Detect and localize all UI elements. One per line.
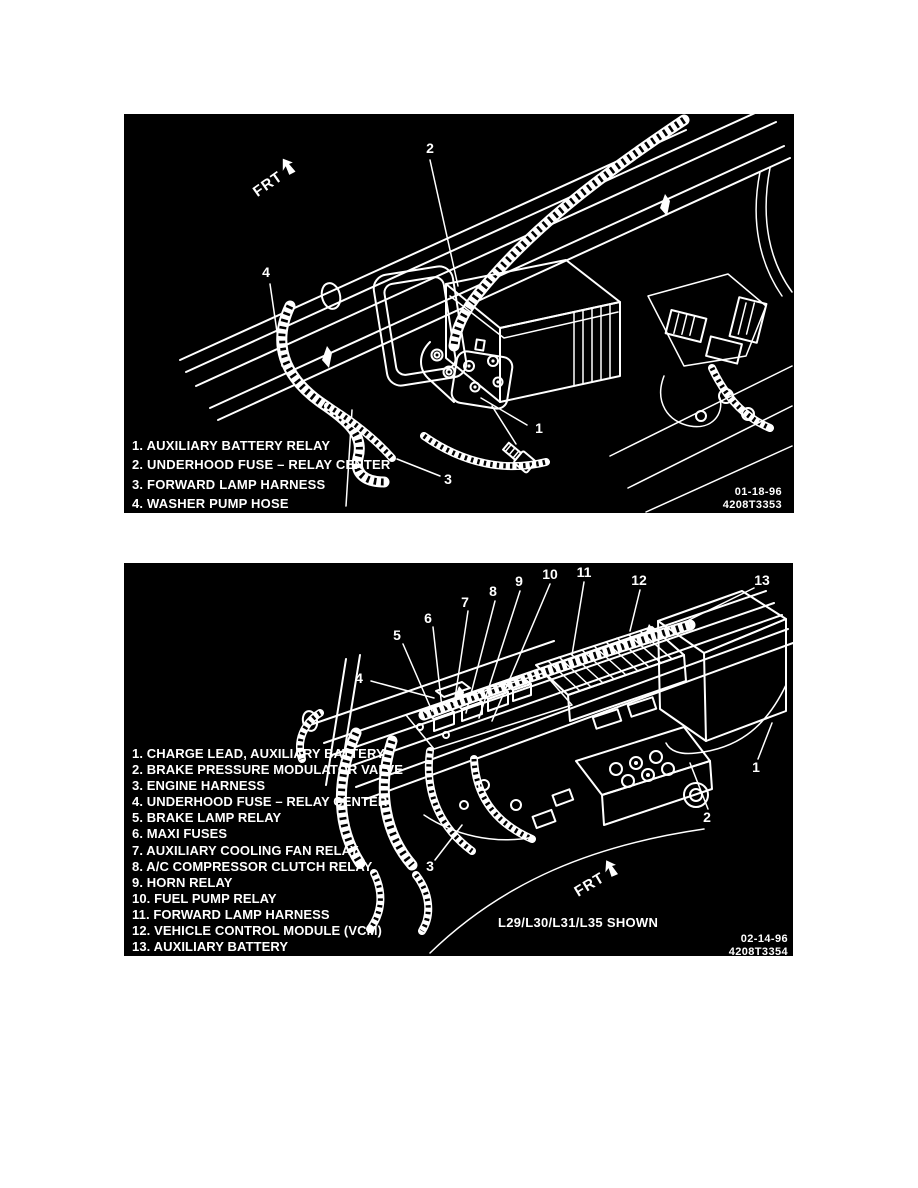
- legend-item: 2. UNDERHOOD FUSE – RELAY CENTER: [132, 457, 391, 473]
- legend-item: 4. UNDERHOOD FUSE – RELAY CENTER: [132, 794, 388, 810]
- legend-item: 7. AUXILIARY COOLING FAN RELAY: [132, 842, 359, 858]
- callout-number: 4: [355, 670, 363, 686]
- figure-underhood-fuse-relay-center: [124, 563, 793, 956]
- legend-item: 12. VEHICLE CONTROL MODULE (VCM): [132, 923, 382, 939]
- callout-number: 2: [703, 809, 711, 825]
- legend-item: 4. WASHER PUMP HOSE: [132, 495, 289, 511]
- illustration-id: 4208T3353: [722, 499, 782, 511]
- legend-item: 13. AUXILIARY BATTERY: [132, 939, 289, 955]
- frt-text: FRT: [571, 868, 608, 900]
- legend-item: 11. FORWARD LAMP HARNESS: [132, 906, 330, 922]
- legend-item: 8. A/C COMPRESSOR CLUTCH RELAY: [132, 858, 373, 874]
- engine-variant-caption: L29/L30/L31/L35 SHOWN: [498, 915, 659, 930]
- illustration-id: 4208T3354: [728, 946, 788, 956]
- callout-number: 2: [426, 140, 434, 156]
- revision-date: 02-14-96: [740, 933, 788, 945]
- callout-number: 11: [576, 564, 592, 580]
- revision-stamp: [729, 933, 788, 956]
- legend-figure-1: [132, 436, 391, 513]
- brake-pressure-modulator-valve: [576, 727, 712, 825]
- callout-number: 6: [424, 610, 432, 626]
- fuse-center-and-relay: [421, 260, 620, 473]
- legend-item: 3. ENGINE HARNESS: [132, 778, 266, 794]
- legend-item: 6. MAXI FUSES: [132, 826, 228, 842]
- frt-text: FRT: [249, 167, 286, 201]
- figure-auxiliary-battery-relay: [124, 114, 794, 513]
- legend-item: 9. HORN RELAY: [132, 874, 233, 890]
- callout-number: 3: [426, 858, 434, 874]
- legend-item: 10. FUEL PUMP RELAY: [132, 890, 277, 906]
- right-engine-cluster: [610, 168, 792, 512]
- legend-item: 1. AUXILIARY BATTERY RELAY: [132, 438, 331, 453]
- callout-number: 8: [489, 583, 497, 599]
- callout-number: 5: [393, 627, 401, 643]
- legend-item: 2. BRAKE PRESSURE MODULATOR VALVE: [132, 762, 404, 778]
- legend-item: 1. CHARGE LEAD, AUXILIARY BATTERY: [132, 746, 385, 761]
- legend-item: 5. BRAKE LAMP RELAY: [132, 810, 282, 826]
- callout-number: 1: [535, 420, 543, 436]
- callout-number: 9: [515, 573, 523, 589]
- callout-number: 7: [461, 594, 469, 610]
- harness-tubes: [282, 120, 770, 482]
- callout-number: 1: [752, 759, 760, 775]
- revision-stamp: [723, 486, 782, 512]
- legend-item: 3. FORWARD LAMP HARNESS: [132, 476, 326, 492]
- callout-number: 4: [262, 264, 270, 280]
- legend-figure-2: [132, 746, 403, 955]
- callout-number: 10: [542, 566, 558, 582]
- revision-date: 01-18-96: [734, 486, 782, 498]
- callout-number: 3: [444, 471, 452, 487]
- callout-number: 12: [631, 572, 647, 588]
- callout-number: 13: [754, 572, 770, 588]
